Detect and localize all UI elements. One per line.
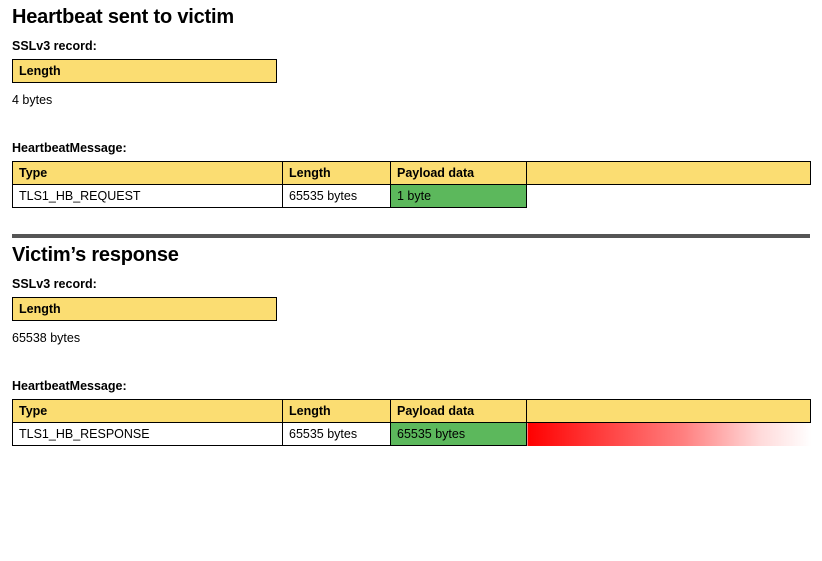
length-bar-response: Length [12, 297, 277, 321]
spacer [12, 107, 822, 141]
heartbeat-message-label-request: HeartbeatMessage: [12, 141, 127, 155]
cell-payload-data: 65535 bytes [391, 423, 527, 446]
length-value-response: 65538 bytes [12, 331, 81, 345]
table-header-row [13, 162, 811, 185]
cell-length: 65535 bytes [283, 185, 391, 208]
length-value-request: 4 bytes [12, 93, 53, 107]
table-header-row [13, 400, 811, 423]
table-row [13, 185, 811, 208]
header-payload-data: Payload data [391, 400, 527, 423]
cell-remainder [527, 185, 811, 208]
header-remainder [527, 162, 811, 185]
header-remainder [527, 400, 811, 423]
sslv3-record-label-request: SSLv3 record: [12, 39, 97, 53]
cell-payload-data: 1 byte [391, 185, 527, 208]
header-type: Type [13, 400, 283, 423]
section-title-request: Heartbeat sent to victim [12, 6, 234, 28]
heartbeat-request-section [0, 0, 822, 208]
cell-length: 65535 bytes [283, 423, 391, 446]
spacer [12, 345, 822, 379]
heartbeat-response-section [0, 238, 822, 446]
heartbeat-message-label-response: HeartbeatMessage: [12, 379, 127, 393]
header-length: Length [283, 400, 391, 423]
length-bar-request: Length [12, 59, 277, 83]
cell-type: TLS1_HB_REQUEST [13, 185, 283, 208]
section-title-response: Victim’s response [12, 244, 179, 266]
heartbeat-table-request [12, 161, 811, 208]
heartbeat-table-response [12, 399, 811, 446]
header-length: Length [283, 162, 391, 185]
cell-type: TLS1_HB_RESPONSE [13, 423, 283, 446]
header-type: Type [13, 162, 283, 185]
sslv3-record-label-response: SSLv3 record: [12, 277, 97, 291]
header-payload-data: Payload data [391, 162, 527, 185]
table-row [13, 423, 811, 446]
cell-leaked-memory-gradient [527, 423, 811, 446]
